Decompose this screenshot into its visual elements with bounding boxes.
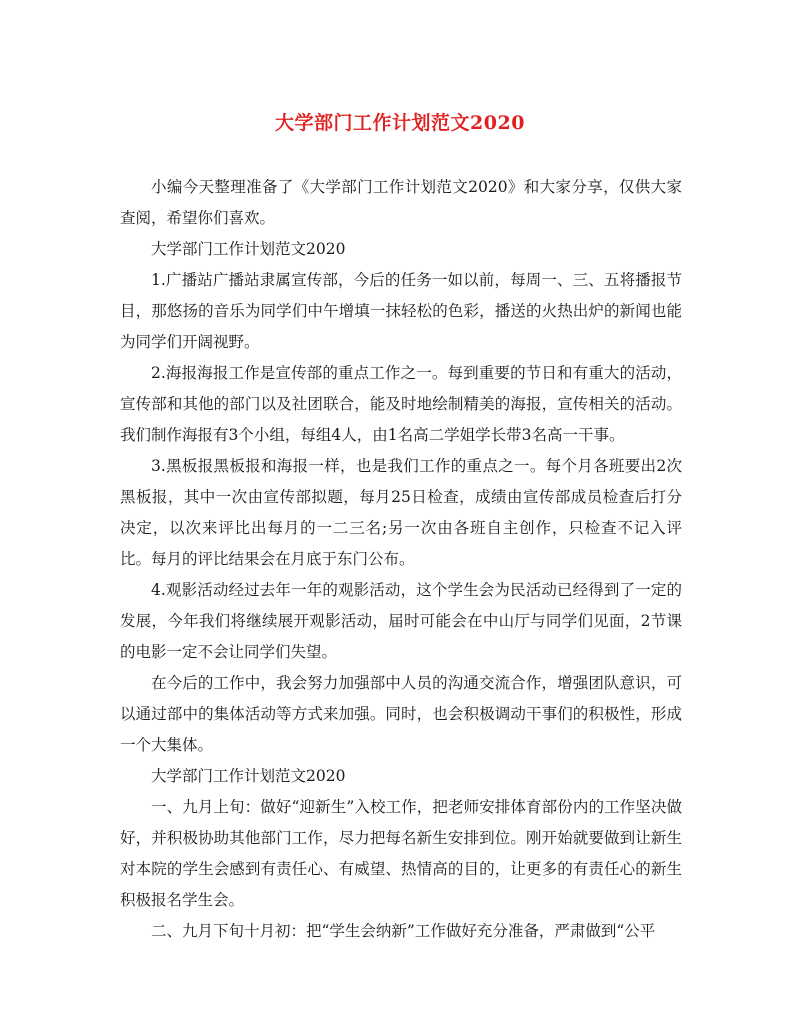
item-paragraph-blackboard: 3.黑板报黑板报和海报一样，也是我们工作的重点之一。每个月各班要出2次黑板报，其中一次由宣传部拟题，每月25日检查，成绩由宣传部成员检查后打分决定，以次来评比出每月的一二三名;另一次由各班自主创作，只检查不记入评比。每月的评比结果会在月底于东门公布。 xyxy=(120,457,682,568)
item-paragraph-broadcast: 1.广播站广播站隶属宣传部，今后的任务一如以前，每周一、三、五将播报节目，那悠扬的音乐为同学们中午增填一抹轻松的色彩，播送的火热出炉的新闻也能为同学们开阔视野。 xyxy=(120,271,682,351)
item-paragraph-movie: 4.观影活动经过去年一年的观影活动，这个学生会为民活动已经得到了一定的发展，今年我们将继续展开观影活动，届时可能会在中山厅与同学们见面，2节课的电影一定不会让同学们失望。 xyxy=(120,581,682,661)
section-heading: 大学部门工作计划范文2020 xyxy=(151,240,346,258)
document-title: 大学部门工作计划范文2020 xyxy=(275,112,525,134)
intro-paragraph: 小编今天整理准备了《大学部门工作计划范文2020》和大家分享，仅供大家查阅，希望你们喜欢。 xyxy=(120,178,682,227)
document-body xyxy=(120,172,682,947)
summary-paragraph: 在今后的工作中，我会努力加强部中人员的沟通交流合作，增强团队意识，可以通过部中的集体活动等方式来加强。同时，也会积极调动干事们的积极性，形成一个大集体。 xyxy=(120,674,682,754)
plan-paragraph-september-early: 一、九月上旬：做好“迎新生”入校工作，把老师安排体育部份内的工作坚决做好，并积极协助其他部门工作，尽力把每名新生安排到位。刚开始就要做到让新生对本院的学生会感到有责任心、有威望、热情高的目的，让更多的有责任心的新生积极报名学生会。 xyxy=(120,798,682,909)
section-heading: 大学部门工作计划范文2020 xyxy=(151,767,346,785)
plan-paragraph-september-late: 二、九月下旬十月初：把“学生会纳新”工作做好充分准备，严肃做到“公平 xyxy=(151,922,656,940)
item-paragraph-poster: 2.海报海报工作是宣传部的重点工作之一。每到重要的节日和有重大的活动，宣传部和其他的部门以及社团联合，能及时地绘制精美的海报，宣传相关的活动。我们制作海报有3个小组，每组4人，由1名高二学姐学长带3名高一干事。 xyxy=(120,364,682,444)
